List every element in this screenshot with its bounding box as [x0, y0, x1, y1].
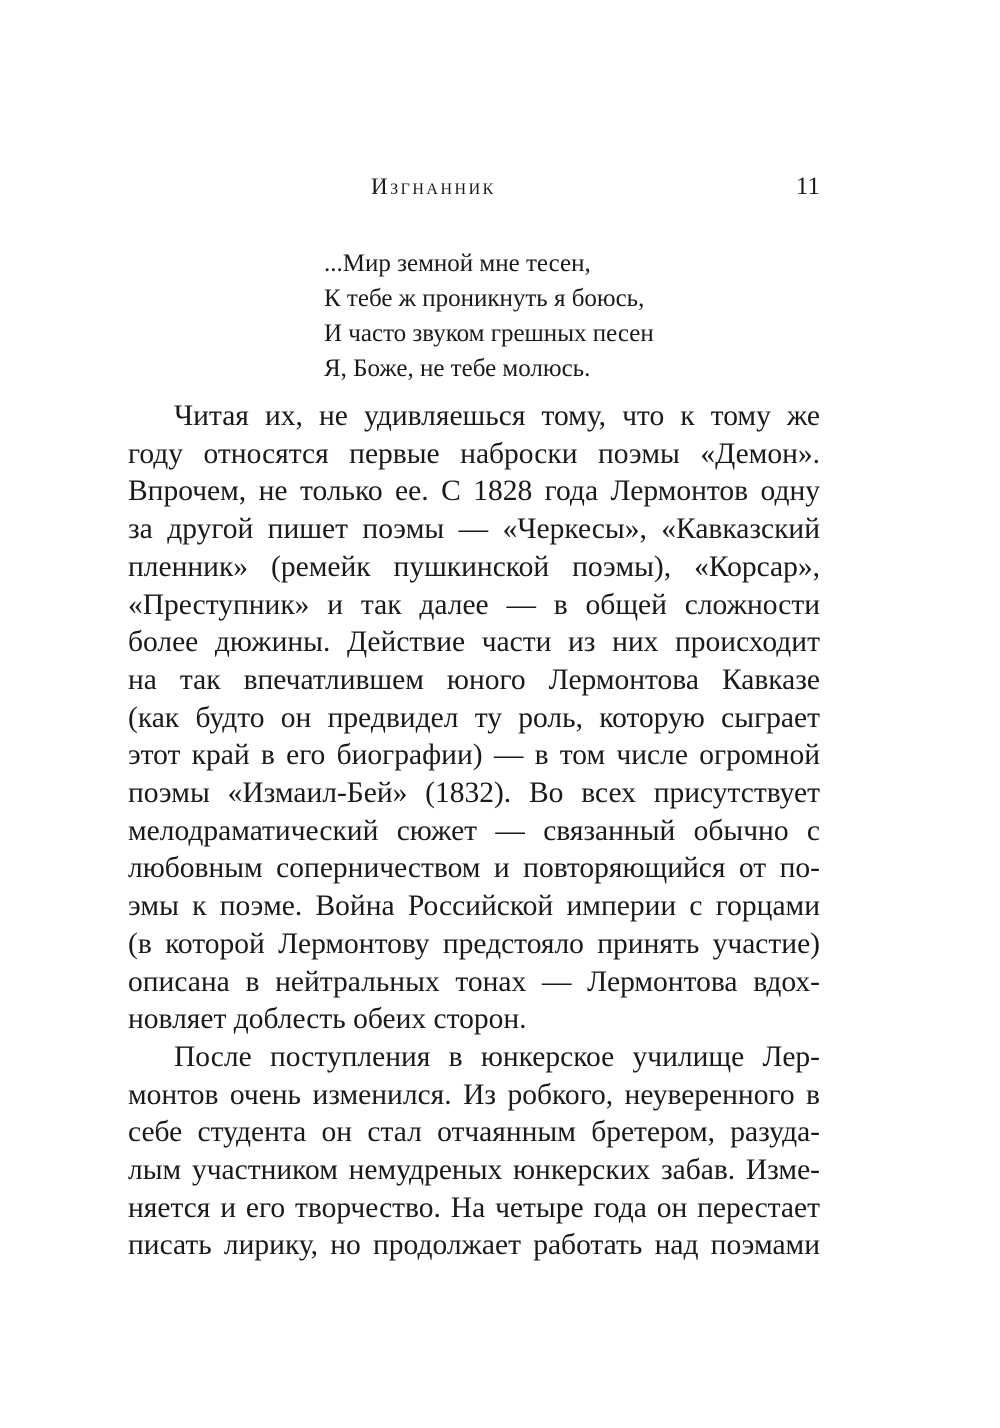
- paragraph-1: [128, 398, 820, 1039]
- text-line: этот край в его биографии) — в том числе огромной: [128, 739, 820, 772]
- text-line: После поступления в юнкерское училище Лер-: [174, 1040, 820, 1073]
- text-line: (как будто он предвидел ту роль, которую сыграет: [128, 701, 820, 734]
- text-line: няется и его творчество. На четыре года он перестает: [128, 1191, 820, 1224]
- poem-epigraph: [324, 246, 744, 386]
- text-line: себе студента он стал отчаянным бретером, разуда-: [128, 1116, 820, 1149]
- poem-line: И часто звуком грешных песен: [324, 320, 654, 347]
- text-line: Читая их, не удивляешься тому, что к тому же: [174, 400, 820, 432]
- text-line: мелодраматический сюжет — связанный обычно с: [128, 814, 820, 847]
- text-line: пленник» (ремейк пушкинской поэмы), «Корсар»,: [128, 550, 820, 583]
- text-line: Впрочем, не только ее. С 1828 года Лермонтов одну: [128, 475, 820, 508]
- running-title: Изгнанник: [371, 174, 496, 199]
- text-line: любовным соперничеством и повторяющийся от по-: [128, 852, 820, 885]
- text-line: монтов очень изменился. Из робкого, неуверенного в: [128, 1078, 820, 1111]
- poem-line: К тебе ж проникнуть я боюсь,: [324, 285, 645, 312]
- text-line: за другой пишет поэмы — «Черкесы», «Кавказский: [128, 513, 820, 546]
- text-line: описана в нейтральных тонах — Лермонтова вдох-: [128, 965, 820, 998]
- poem-line: Я, Боже, не тебе молюсь.: [324, 355, 591, 382]
- paragraph-2: [128, 1039, 820, 1265]
- running-header: [128, 170, 820, 204]
- text-line: поэмы «Измаил-Бей» (1832). Во всех присутствует: [128, 777, 820, 810]
- text-line: году относятся первые наброски поэмы «Демон».: [128, 437, 820, 470]
- text-line: (в которой Лермонтову предстояло принять участие): [128, 927, 820, 960]
- text-line: эмы к поэме. Война Российской империи с горцами: [128, 890, 820, 923]
- text-line: на так впечатлившем юного Лермонтова Кавказе: [128, 663, 820, 696]
- body-text: [128, 398, 820, 1265]
- page-number: 11: [795, 173, 820, 200]
- poem-line: ...Мир земной мне тесен,: [324, 250, 591, 277]
- text-line: новляет доблесть обеих сторон.: [128, 1003, 527, 1036]
- text-line: «Преступник» и так далее — в общей сложности: [128, 588, 820, 621]
- text-line: лым участником немудреных юнкерских забав. Изме-: [128, 1154, 820, 1187]
- text-line: более дюжины. Действие части из них происходит: [128, 626, 820, 659]
- text-line: писать лирику, но продолжает работать над поэмами: [128, 1229, 820, 1262]
